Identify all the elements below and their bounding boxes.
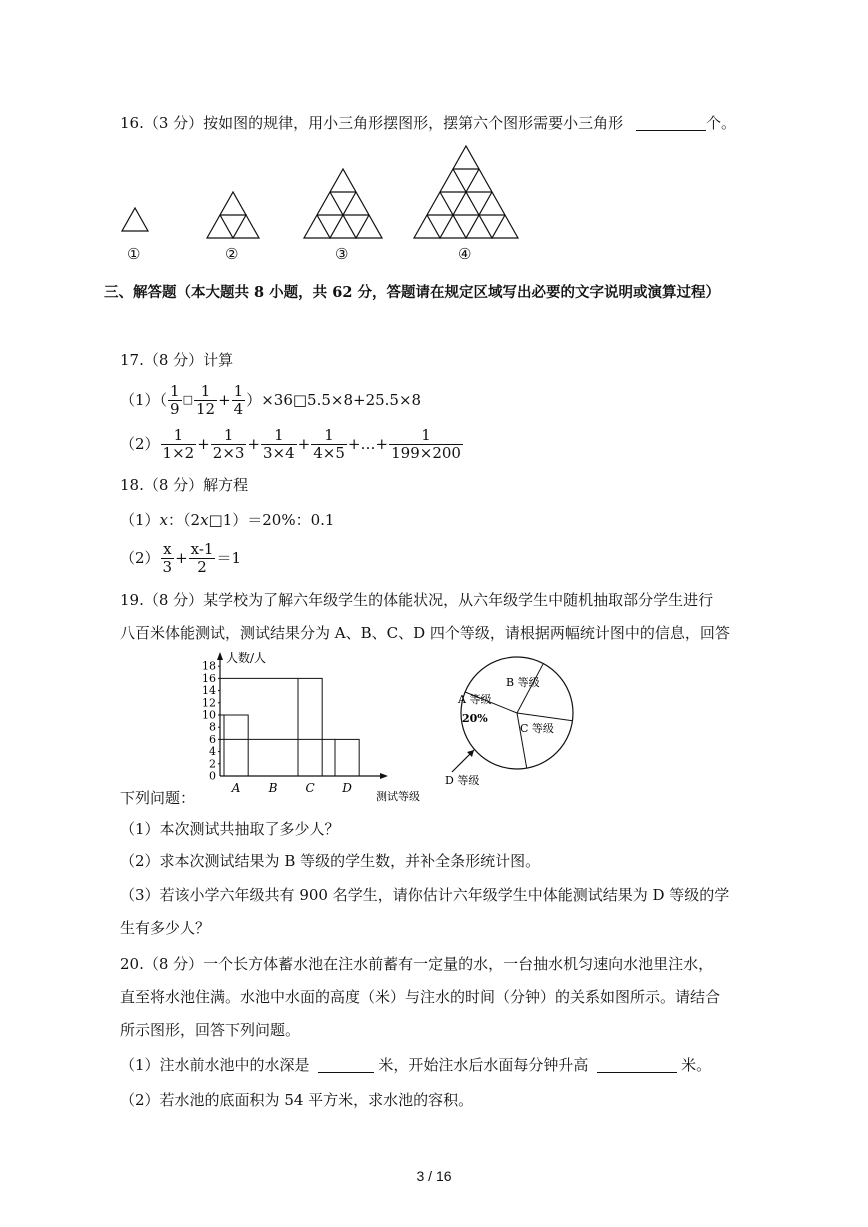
y-tick-label: 4	[209, 745, 216, 759]
q18-part2: （2） $\frac{x}{3}$ + $\frac{x-1}{2}$ ＝1	[120, 539, 242, 576]
y-tick-label: 6	[209, 732, 216, 746]
y-axis-arrow	[217, 652, 223, 660]
y-tick-label: 8	[209, 720, 216, 734]
q17-part1: （1）（ $\frac{1}{9}$ □ $\frac{1}{12}$ + $\frac{1}{4}$ ）×36□5.5×8+25.5×8	[120, 381, 422, 418]
pattern-label-2: ②	[225, 245, 239, 263]
fraction: $\frac{1}{4}$	[233, 381, 244, 418]
q16-text: 16.（3 分）按如图的规律，用小三角形摆图形，摆第六个图形需要小三角形 个。	[120, 114, 736, 132]
pattern-label-4: ④	[458, 245, 472, 263]
q19-question-3-cont: 生有多少人？	[120, 919, 211, 937]
pattern-label-1: ①	[127, 245, 141, 263]
q16-answer-blank[interactable]	[636, 114, 706, 131]
x-axis-label: 测试等级	[376, 790, 420, 803]
section-heading: 三、解答题（本大题共 8 小题，共 62 分，答题请在规定区域写出必要的文字说明或演算过程）	[104, 284, 720, 301]
q19-question-1: （1）本次测试共抽取了多少人？	[120, 820, 340, 838]
x-tick-label: D	[342, 781, 352, 795]
x-axis-arrow	[380, 773, 388, 779]
y-tick-label: 10	[202, 708, 216, 722]
fraction: $\frac{1}{3\times 4}$	[263, 425, 295, 462]
pattern-figure-1	[122, 208, 148, 231]
pattern-figure-2	[207, 192, 259, 238]
pie-label-a-percent: 20%	[462, 712, 488, 725]
y-tick-label: 18	[202, 659, 216, 673]
y-tick-label: 2	[209, 757, 216, 771]
fraction: $\frac{1}{199\times 200}$	[389, 427, 463, 462]
y-tick-label: 12	[202, 696, 216, 710]
pie-label-b: B 等级	[506, 676, 540, 689]
bar-chart	[190, 648, 440, 808]
pie-label-c: C 等级	[520, 722, 554, 735]
q20-line2: 直至将水池住满。水池中水面的高度（米）与注水的时间（分钟）的关系如图所示。请结合	[120, 988, 721, 1006]
q19-question-3: （3）若该小学六年级共有 900 名学生，请你估计六年级学生中体能测试结果为 D 等级的学	[120, 886, 730, 904]
bar-C	[298, 678, 322, 776]
pie-chart	[440, 650, 580, 790]
q20-line1: 20.（8 分）一个长方体蓄水池在注水前蓄有一定量的水，一台抽水机匀速向水池里注水，	[120, 955, 714, 973]
q20-question-2: （2）若水池的底面积为 54 平方米，求水池的容积。	[120, 1091, 474, 1109]
fraction: $\frac{1}{1\times 2}$	[162, 425, 195, 462]
q20-rate-blank[interactable]	[597, 1056, 677, 1073]
pie-label-d: D 等级	[445, 774, 480, 787]
x-tick-label: B	[268, 781, 278, 795]
bar-D	[335, 739, 359, 776]
q17-part2: （2） $\frac{1}{1\times 2}$ + $\frac{1}{2\times 3}$ + $\frac{1}{3\times 4}$ + $\frac{1}{4\times 5}$ +…+ $\frac{1}{199\times 200}$	[120, 424, 464, 464]
fraction: $\frac{x-1}{2}$	[190, 539, 214, 576]
y-tick-label: 16	[202, 671, 216, 685]
q20-question-1: （1）注水前水池中的水深是 米，开始注水后水面每分钟升高 米。	[120, 1056, 712, 1074]
q19-line1: 19.（8 分）某学校为了解六年级学生的体能状况，从六年级学生中随机抽取部分学生进行	[120, 591, 714, 609]
page-number: 3 / 16	[416, 1168, 452, 1184]
q20-line3: 所示图形，回答下列问题。	[120, 1021, 301, 1039]
pie-label-a: A 等级	[458, 693, 492, 706]
fraction: $\frac{1}{4\times 5}$	[313, 425, 345, 462]
y-axis-label: 人数/人	[226, 651, 267, 665]
q17-title: 17.（8 分）计算	[120, 351, 234, 369]
q18-part1: （1）x：（2x□1）＝20%：0.1	[120, 511, 335, 529]
fraction: $\frac{1}{2\times 3}$	[212, 425, 245, 462]
q18-title: 18.（8 分）解方程	[120, 476, 249, 494]
pattern-label-3: ③	[335, 245, 349, 263]
pie-slice-boundary	[517, 713, 572, 721]
q19-line3: 下列问题：	[120, 789, 196, 807]
q20-depth-blank[interactable]	[318, 1056, 374, 1073]
x-tick-label: C	[305, 781, 315, 795]
fraction: $\frac{1}{9}$	[170, 381, 180, 418]
pattern-figure-3	[304, 169, 382, 238]
bar-A	[224, 715, 248, 776]
q19-question-2: （2）求本次测试结果为 B 等级的学生数，并补全条形统计图。	[120, 852, 541, 870]
fraction: $\frac{1}{12}$	[196, 381, 216, 418]
pattern-figure-4	[414, 146, 518, 238]
y-tick-label: 14	[202, 684, 216, 698]
q19-line2: 八百米体能测试，测试结果分为 A、B、C、D 四个等级，请根据两幅统计图中的信息，回答	[120, 624, 730, 642]
fraction: $\frac{x}{3}$	[162, 539, 173, 576]
x-tick-label: A	[231, 781, 241, 795]
y-tick-label: 0	[209, 769, 216, 783]
